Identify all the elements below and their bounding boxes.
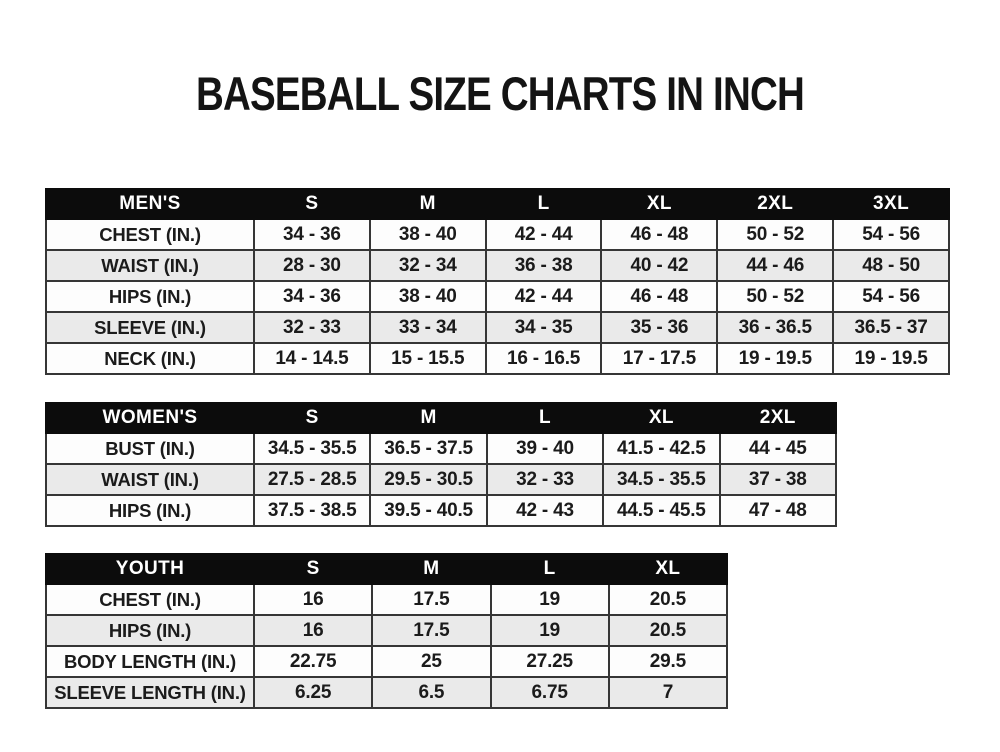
mens-measurement-value: 19 - 19.5 bbox=[717, 343, 833, 374]
youth-measurement-value: 20.5 bbox=[609, 584, 727, 615]
mens-measurement-value: 34 - 35 bbox=[486, 312, 602, 343]
youth-row-label: HIPS (IN.) bbox=[46, 615, 254, 646]
mens-size-column-xl: XL bbox=[601, 189, 717, 219]
mens-measurement-value: 35 - 36 bbox=[601, 312, 717, 343]
mens-size-column-s: S bbox=[254, 189, 370, 219]
mens-measurement-value: 34 - 36 bbox=[254, 281, 370, 312]
youth-measurement-value: 19 bbox=[491, 615, 609, 646]
youth-size-column-m: M bbox=[372, 554, 490, 584]
womens-row-label: HIPS (IN.) bbox=[46, 495, 254, 526]
mens-measurement-value: 42 - 44 bbox=[486, 281, 602, 312]
mens-table-title: MEN'S bbox=[46, 189, 254, 219]
mens-measurement-value: 40 - 42 bbox=[601, 250, 717, 281]
womens-size-table bbox=[45, 402, 837, 527]
youth-measurement-value: 29.5 bbox=[609, 646, 727, 677]
mens-size-column-3xl: 3XL bbox=[833, 189, 949, 219]
mens-measurement-value: 32 - 33 bbox=[254, 312, 370, 343]
mens-measurement-value: 32 - 34 bbox=[370, 250, 486, 281]
youth-measurement-value: 16 bbox=[254, 584, 372, 615]
youth-measurement-value: 25 bbox=[372, 646, 490, 677]
womens-measurement-value: 39 - 40 bbox=[487, 433, 603, 464]
youth-measurement-value: 19 bbox=[491, 584, 609, 615]
youth-measurement-value: 17.5 bbox=[372, 584, 490, 615]
mens-measurement-value: 44 - 46 bbox=[717, 250, 833, 281]
youth-measurement-row bbox=[46, 615, 727, 646]
womens-size-column-l: L bbox=[487, 403, 603, 433]
mens-measurement-value: 36 - 36.5 bbox=[717, 312, 833, 343]
womens-measurement-value: 39.5 - 40.5 bbox=[370, 495, 486, 526]
youth-measurement-value: 16 bbox=[254, 615, 372, 646]
youth-row-label: CHEST (IN.) bbox=[46, 584, 254, 615]
womens-size-column-s: S bbox=[254, 403, 370, 433]
mens-measurement-value: 38 - 40 bbox=[370, 281, 486, 312]
youth-measurement-value: 20.5 bbox=[609, 615, 727, 646]
youth-size-column-xl: XL bbox=[609, 554, 727, 584]
mens-measurement-row bbox=[46, 219, 949, 250]
mens-measurement-row bbox=[46, 281, 949, 312]
mens-header-row bbox=[46, 189, 949, 219]
womens-measurement-value: 34.5 - 35.5 bbox=[603, 464, 719, 495]
mens-measurement-value: 16 - 16.5 bbox=[486, 343, 602, 374]
womens-size-column-xl: XL bbox=[603, 403, 719, 433]
mens-measurement-value: 14 - 14.5 bbox=[254, 343, 370, 374]
mens-row-label: NECK (IN.) bbox=[46, 343, 254, 374]
womens-measurement-value: 37 - 38 bbox=[720, 464, 836, 495]
youth-size-table bbox=[45, 553, 728, 709]
mens-row-label: HIPS (IN.) bbox=[46, 281, 254, 312]
youth-measurement-row bbox=[46, 677, 727, 708]
mens-size-column-l: L bbox=[486, 189, 602, 219]
womens-header-row bbox=[46, 403, 836, 433]
womens-table-title: WOMEN'S bbox=[46, 403, 254, 433]
womens-row-label: BUST (IN.) bbox=[46, 433, 254, 464]
mens-measurement-value: 36.5 - 37 bbox=[833, 312, 949, 343]
mens-measurement-value: 19 - 19.5 bbox=[833, 343, 949, 374]
youth-header-row bbox=[46, 554, 727, 584]
youth-measurement-value: 7 bbox=[609, 677, 727, 708]
mens-measurement-value: 38 - 40 bbox=[370, 219, 486, 250]
womens-measurement-row bbox=[46, 433, 836, 464]
womens-measurement-value: 36.5 - 37.5 bbox=[370, 433, 486, 464]
womens-measurement-value: 47 - 48 bbox=[720, 495, 836, 526]
womens-measurement-value: 44 - 45 bbox=[720, 433, 836, 464]
youth-measurement-row bbox=[46, 646, 727, 677]
youth-size-column-s: S bbox=[254, 554, 372, 584]
womens-measurement-row bbox=[46, 495, 836, 526]
womens-measurement-value: 32 - 33 bbox=[487, 464, 603, 495]
mens-measurement-value: 17 - 17.5 bbox=[601, 343, 717, 374]
womens-measurement-value: 27.5 - 28.5 bbox=[254, 464, 370, 495]
womens-row-label: WAIST (IN.) bbox=[46, 464, 254, 495]
mens-measurement-value: 50 - 52 bbox=[717, 281, 833, 312]
youth-measurement-value: 6.75 bbox=[491, 677, 609, 708]
youth-row-label: SLEEVE LENGTH (IN.) bbox=[46, 677, 254, 708]
youth-size-column-l: L bbox=[491, 554, 609, 584]
mens-measurement-value: 54 - 56 bbox=[833, 219, 949, 250]
mens-measurement-value: 28 - 30 bbox=[254, 250, 370, 281]
youth-measurement-value: 6.5 bbox=[372, 677, 490, 708]
mens-measurement-value: 46 - 48 bbox=[601, 281, 717, 312]
mens-measurement-value: 48 - 50 bbox=[833, 250, 949, 281]
mens-measurement-value: 34 - 36 bbox=[254, 219, 370, 250]
mens-measurement-value: 15 - 15.5 bbox=[370, 343, 486, 374]
youth-table-title: YOUTH bbox=[46, 554, 254, 584]
page-title: BASEBALL SIZE CHARTS IN INCH bbox=[195, 67, 804, 120]
mens-measurement-value: 36 - 38 bbox=[486, 250, 602, 281]
youth-measurement-value: 6.25 bbox=[254, 677, 372, 708]
youth-row-label: BODY LENGTH (IN.) bbox=[46, 646, 254, 677]
mens-measurement-value: 42 - 44 bbox=[486, 219, 602, 250]
mens-measurement-row bbox=[46, 312, 949, 343]
womens-measurement-value: 29.5 - 30.5 bbox=[370, 464, 486, 495]
mens-measurement-value: 50 - 52 bbox=[717, 219, 833, 250]
youth-measurement-row bbox=[46, 584, 727, 615]
womens-size-column-2xl: 2XL bbox=[720, 403, 836, 433]
mens-measurement-row bbox=[46, 250, 949, 281]
youth-measurement-value: 17.5 bbox=[372, 615, 490, 646]
mens-size-table bbox=[45, 188, 950, 375]
womens-measurement-value: 42 - 43 bbox=[487, 495, 603, 526]
mens-size-column-m: M bbox=[370, 189, 486, 219]
womens-measurement-value: 44.5 - 45.5 bbox=[603, 495, 719, 526]
mens-row-label: WAIST (IN.) bbox=[46, 250, 254, 281]
womens-measurement-value: 41.5 - 42.5 bbox=[603, 433, 719, 464]
mens-measurement-value: 54 - 56 bbox=[833, 281, 949, 312]
mens-size-column-2xl: 2XL bbox=[717, 189, 833, 219]
youth-measurement-value: 27.25 bbox=[491, 646, 609, 677]
womens-measurement-value: 34.5 - 35.5 bbox=[254, 433, 370, 464]
mens-measurement-row bbox=[46, 343, 949, 374]
mens-measurement-value: 33 - 34 bbox=[370, 312, 486, 343]
mens-row-label: CHEST (IN.) bbox=[46, 219, 254, 250]
womens-measurement-value: 37.5 - 38.5 bbox=[254, 495, 370, 526]
womens-measurement-row bbox=[46, 464, 836, 495]
mens-row-label: SLEEVE (IN.) bbox=[46, 312, 254, 343]
womens-size-column-m: M bbox=[370, 403, 486, 433]
mens-measurement-value: 46 - 48 bbox=[601, 219, 717, 250]
youth-measurement-value: 22.75 bbox=[254, 646, 372, 677]
